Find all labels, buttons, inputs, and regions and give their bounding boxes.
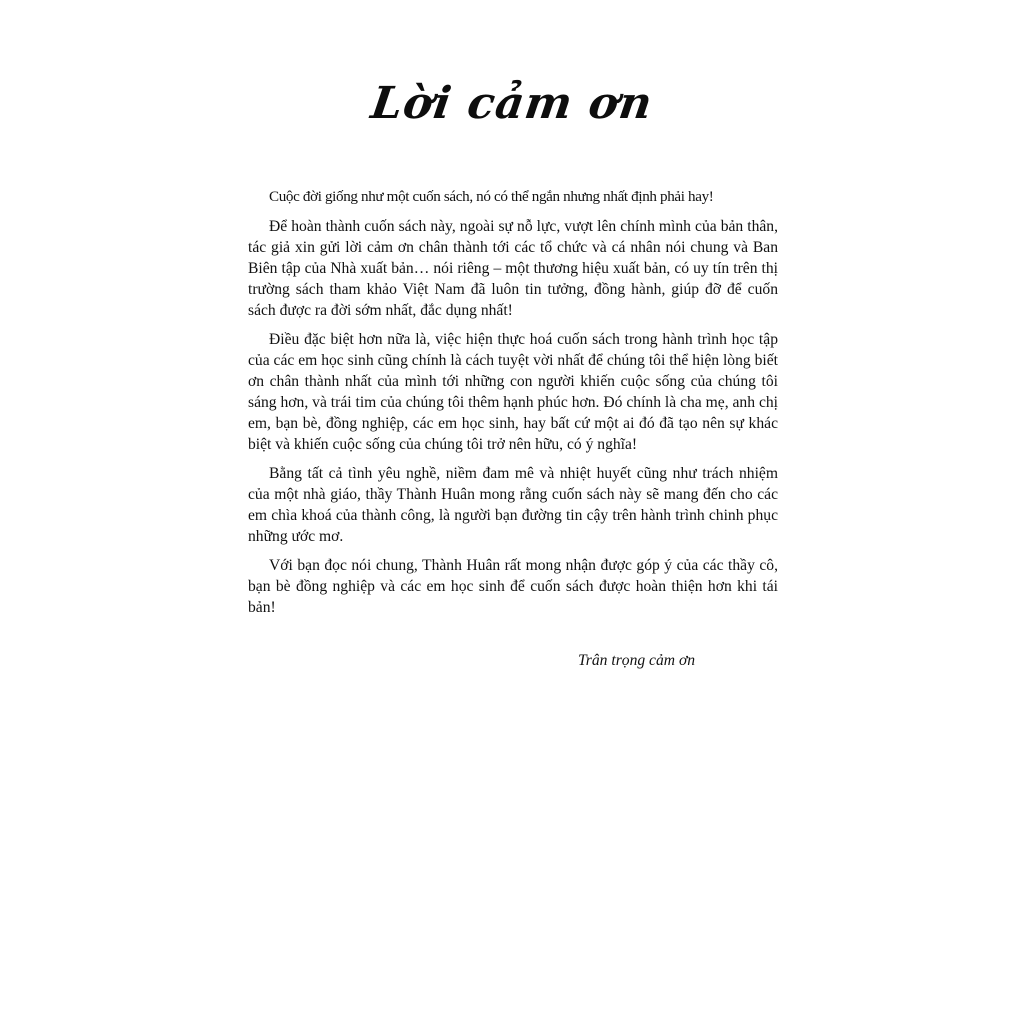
paragraph-4: Bằng tất cả tình yêu nghề, niềm đam mê và nhiệt huyết cũng như trách nhiệm của một nhà giáo, thầy Thành Huân mong rằng cuốn sách này sẽ mang đến cho các em chìa khoá của thành công, là người bạn đường tin cậy trên hành trình chinh phục những ước mơ. xyxy=(248,465,778,545)
body-text xyxy=(248,187,778,626)
signature: Trân trọng cảm ơn xyxy=(578,652,696,669)
paragraph-5: Với bạn đọc nói chung, Thành Huân rất mong nhận được góp ý của các thầy cô, bạn bè đồng nghiệp và các em học sinh để cuốn sách được hoàn thiện hơn khi tái bản! xyxy=(248,557,778,616)
paragraph-3: Điều đặc biệt hơn nữa là, việc hiện thực hoá cuốn sách trong hành trình học tập của các em học sinh cũng chính là cách tuyệt vời nhất để chúng tôi thể hiện lòng biết ơn chân thành nhất của mình tới những con người khiến cuộc sống của chúng tôi sáng hơn, và trái tim của chúng tôi thêm hạnh phúc hơn. Đó chính là cha mẹ, anh chị em, bạn bè, đồng nghiệp, các em học sinh, hay bất cứ một ai đó đã tạo nên sự khác biệt và khiến cuộc sống của chúng tôi trở nên hữu, có ý nghĩa! xyxy=(248,331,778,453)
paragraph-2: Để hoàn thành cuốn sách này, ngoài sự nỗ lực, vượt lên chính mình của bản thân, tác giả xin gửi lời cảm ơn chân thành tới các tổ chức và cá nhân nói chung và Ban Biên tập của Nhà xuất bản… nói riêng – một thương hiệu xuất bản, có uy tín trên thị trường sách tham khảo Việt Nam đã luôn tin tưởng, đồng hành, giúp đỡ để cuốn sách được ra đời sớm nhất, đắc dụng nhất! xyxy=(248,218,778,319)
page-title: Lời cảm ơn xyxy=(367,78,657,129)
paragraph-1: Cuộc đời giống như một cuốn sách, nó có thể ngắn nhưng nhất định phải hay! xyxy=(269,189,714,205)
